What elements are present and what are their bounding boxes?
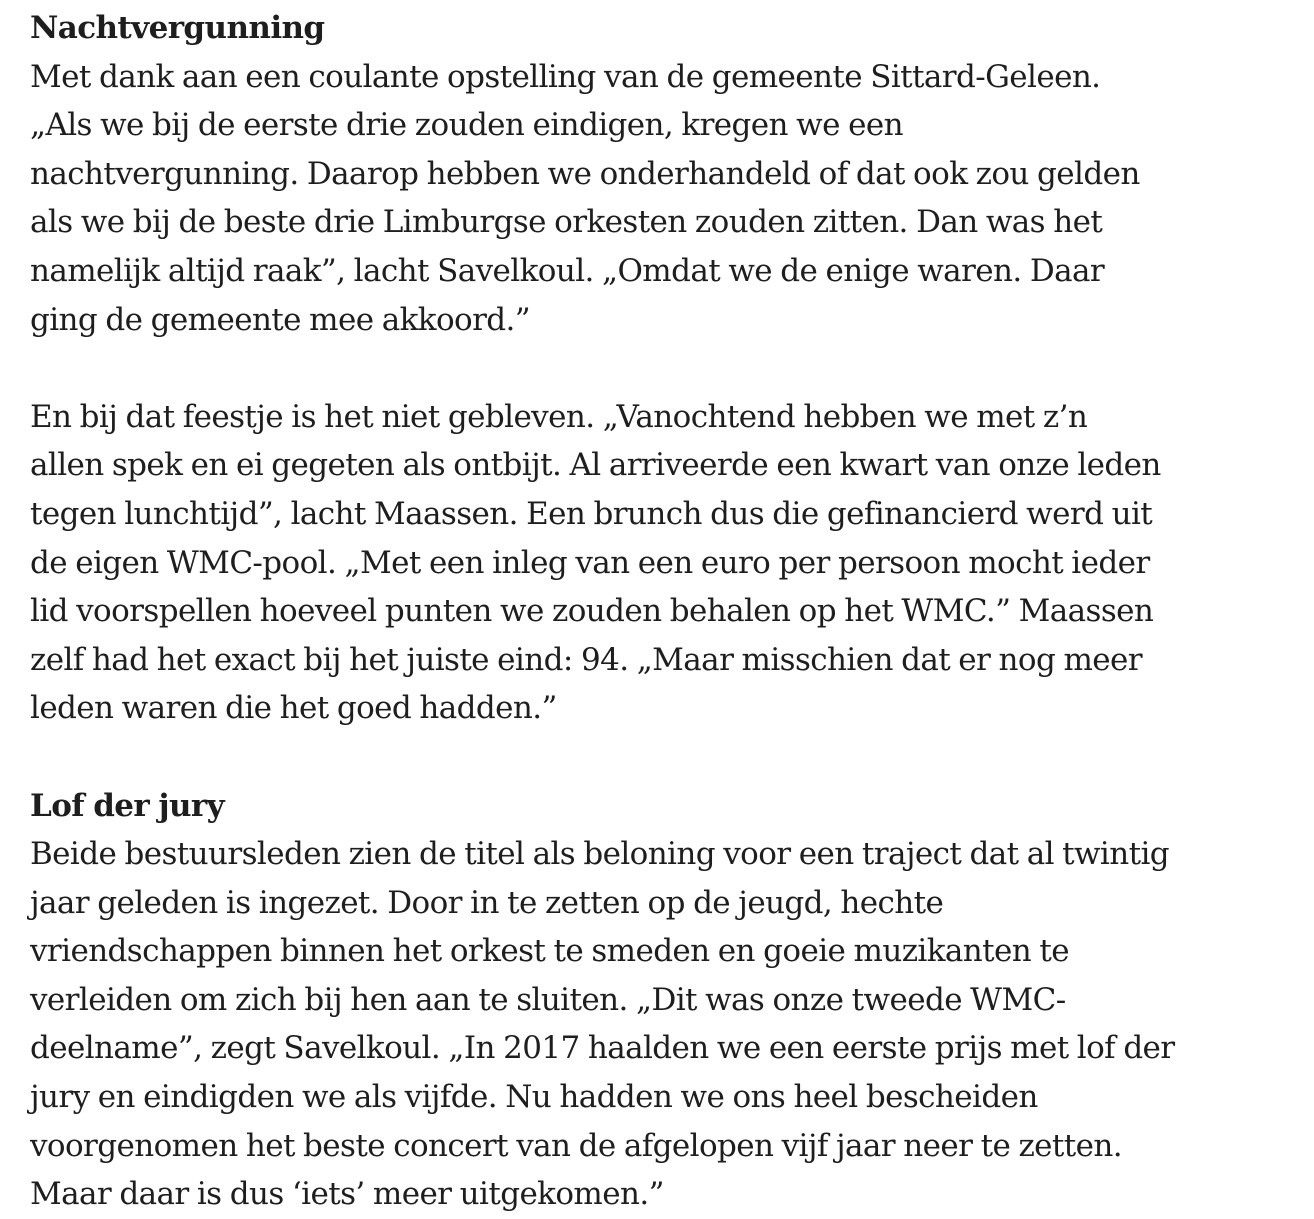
article-body: [30, 4, 1300, 1219]
paragraph: [30, 53, 1300, 345]
text-line: de eigen WMC-pool. „Met een inleg van een euro per persoon mocht ieder: [30, 544, 1150, 581]
text-line: leden waren die het goed hadden.”: [30, 690, 557, 727]
text-line: tegen lunchtijd”, lacht Maassen. Een brunch dus die gefinancierd werd uit: [30, 495, 1153, 532]
paragraph: [30, 830, 1300, 1219]
text-line: lid voorspellen hoeveel punten we zouden behalen op het WMC.” Maassen: [30, 593, 1154, 630]
text-line: als we bij de beste drie Limburgse orkesten zouden zitten. Dan was het: [30, 204, 1103, 241]
text-line: jury en eindigden we als vijfde. Nu hadden we ons heel bescheiden: [30, 1079, 1038, 1116]
text-line: ging de gemeente mee akkoord.”: [30, 301, 531, 338]
text-line: jaar geleden is ingezet. Door in te zetten op de jeugd, hechte: [30, 884, 944, 921]
text-line: namelijk altijd raak”, lacht Savelkoul. „Omdat we de enige waren. Daar: [30, 252, 1105, 289]
text-line: Maar daar is dus ‘iets’ meer uitgekomen.”: [30, 1176, 664, 1213]
paragraph: [30, 393, 1300, 733]
text-line: allen spek en ei gegeten als ontbijt. Al arriveerde een kwart van onze leden: [30, 447, 1161, 484]
section-heading-lof-der-jury: Lof der jury: [30, 787, 225, 824]
text-line: Met dank aan een coulante opstelling van de gemeente Sittard-Geleen.: [30, 58, 1101, 95]
text-line: vriendschappen binnen het orkest te smeden en goeie muzikanten te: [30, 933, 1069, 970]
text-line: „Als we bij de eerste drie zouden eindigen, kregen we een: [30, 107, 903, 144]
text-line: nachtvergunning. Daarop hebben we onderhandeld of dat ook zou gelden: [30, 155, 1140, 192]
text-line: deelname”, zegt Savelkoul. „In 2017 haalden we een eerste prijs met lof der: [30, 1030, 1175, 1067]
text-line: zelf had het exact bij het juiste eind: 94. „Maar misschien dat er nog meer: [30, 641, 1142, 678]
text-line: verleiden om zich bij hen aan te sluiten. „Dit was onze tweede WMC-: [30, 981, 1066, 1018]
text-line: Beide bestuursleden zien de titel als beloning voor een traject dat al twintig: [30, 836, 1170, 873]
section-heading-nachtvergunning: Nachtvergunning: [30, 10, 325, 46]
text-line: En bij dat feestje is het niet gebleven. „Vanochtend hebben we met z’n: [30, 398, 1088, 435]
text-line: voorgenomen het beste concert van de afgelopen vijf jaar neer te zetten.: [30, 1127, 1122, 1164]
